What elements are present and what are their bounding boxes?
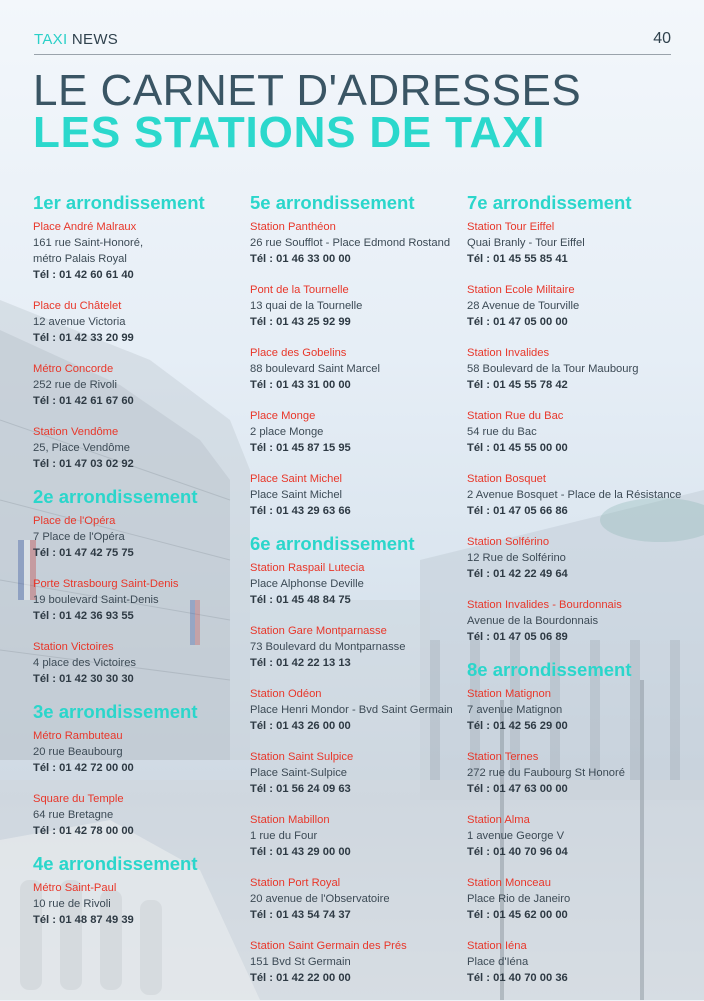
section-title: 6e arrondissement	[250, 533, 415, 554]
station-name: Station Monceau	[467, 877, 551, 889]
station-address: 161 rue Saint-Honoré,	[33, 237, 144, 249]
station-phone: Tél : 01 47 05 66 86	[467, 505, 568, 517]
station-name: Pont de la Tournelle	[250, 284, 349, 296]
station-name: Place Monge	[250, 410, 316, 422]
station-address: Place Saint Michel	[250, 489, 343, 501]
station-name: Station Tour Eiffel	[467, 221, 555, 233]
brand-logo	[34, 31, 118, 48]
station-phone: Tél : 01 45 87 15 95	[250, 442, 351, 454]
station-address: 58 Boulevard de la Tour Maubourg	[467, 363, 639, 375]
station-address: 26 rue Soufflot - Place Edmond Rostand	[250, 237, 451, 249]
station-name: Station Vendôme	[33, 426, 119, 438]
station-phone: Tél : 01 42 61 67 60	[33, 395, 134, 407]
station-name: Station Rue du Bac	[467, 410, 564, 422]
section-title: 5e arrondissement	[250, 192, 415, 213]
station-phone: Tél : 01 42 22 00 00	[250, 972, 351, 984]
station-address: 28 Avenue de Tourville	[467, 300, 580, 312]
station-address: 10 rue de Rivoli	[33, 898, 111, 910]
station-phone: Tél : 01 43 54 74 37	[250, 909, 351, 921]
station-name: Station Iéna	[467, 940, 527, 952]
station-entry	[467, 812, 697, 861]
station-entry	[250, 623, 465, 672]
station-entry	[250, 345, 465, 394]
station-address: 7 Place de l'Opéra	[33, 531, 125, 543]
station-phone: Tél : 01 45 55 00 00	[467, 442, 568, 454]
station-phone: Tél : 01 45 62 00 00	[467, 909, 568, 921]
station-name: Métro Saint-Paul	[33, 882, 117, 894]
station-phone: Tél : 01 45 55 85 41	[467, 253, 568, 265]
station-entry	[33, 298, 248, 347]
station-name: Station Saint Germain des Prés	[250, 940, 407, 952]
station-entry	[250, 875, 465, 924]
station-entry	[250, 219, 465, 268]
station-entry	[467, 875, 697, 924]
station-phone: Tél : 01 47 03 02 92	[33, 458, 134, 470]
page-subtitle: LES STATIONS DE TAXI	[33, 108, 546, 157]
station-entry	[33, 728, 248, 777]
section-title: 7e arrondissement	[467, 192, 632, 213]
station-address: 19 boulevard Saint-Denis	[33, 594, 159, 606]
station-name: Station Gare Montparnasse	[250, 625, 387, 637]
station-phone: Tél : 01 45 55 78 42	[467, 379, 568, 391]
station-phone: Tél : 01 47 63 00 00	[467, 783, 568, 795]
station-address: Place Rio de Janeiro	[467, 893, 571, 905]
station-phone: Tél : 01 42 78 00 00	[33, 825, 134, 837]
page-header	[34, 30, 671, 55]
station-address: métro Palais Royal	[33, 253, 127, 265]
station-phone: Tél : 01 47 42 75 75	[33, 547, 134, 559]
station-entry	[33, 576, 248, 625]
station-phone: Tél : 01 42 22 13 13	[250, 657, 351, 669]
station-phone: Tél : 01 47 05 06 89	[467, 631, 568, 643]
station-name: Station Panthéon	[250, 221, 336, 233]
station-entry	[250, 812, 465, 861]
station-phone: Tél : 01 43 26 00 00	[250, 720, 351, 732]
station-address: 252 rue de Rivoli	[33, 379, 117, 391]
brand-news: NEWS	[71, 31, 119, 48]
station-address: 73 Boulevard du Montparnasse	[250, 641, 406, 653]
station-address: 1 rue du Four	[250, 830, 318, 842]
station-phone: Tél : 01 42 33 20 99	[33, 332, 134, 344]
station-entry	[33, 639, 248, 688]
station-name: Station Matignon	[467, 688, 551, 700]
station-name: Place du Châtelet	[33, 300, 122, 312]
station-address: Quai Branly - Tour Eiffel	[467, 237, 585, 249]
station-address: 12 avenue Victoria	[33, 316, 126, 328]
column-3	[467, 193, 697, 1001]
brand-taxi: TAXI	[34, 31, 68, 48]
station-entry	[467, 408, 697, 457]
station-address: 4 place des Victoires	[33, 657, 137, 669]
station-name: Station Invalides - Bourdonnais	[467, 599, 622, 611]
station-name: Métro Rambuteau	[33, 730, 123, 742]
station-name: Place des Gobelins	[250, 347, 347, 359]
section-title: 4e arrondissement	[33, 853, 198, 874]
station-entry	[250, 408, 465, 457]
station-phone: Tél : 01 42 36 93 55	[33, 610, 134, 622]
station-phone: Tél : 01 40 70 00 36	[467, 972, 568, 984]
column-1	[33, 193, 248, 943]
station-entry	[250, 749, 465, 798]
station-name: Place André Malraux	[33, 221, 137, 233]
station-name: Station Victoires	[33, 641, 114, 653]
station-phone: Tél : 01 45 48 84 75	[250, 594, 351, 606]
station-entry	[33, 361, 248, 410]
station-address: 12 Rue de Solférino	[467, 552, 566, 564]
column-2	[250, 193, 465, 1001]
station-name: Station Port Royal	[250, 877, 341, 889]
station-entry	[250, 471, 465, 520]
station-address: 20 avenue de l'Observatoire	[250, 893, 390, 905]
station-phone: Tél : 01 43 29 00 00	[250, 846, 351, 858]
station-entry	[33, 513, 248, 562]
page-number: 40	[653, 30, 671, 47]
section-title: 1er arrondissement	[33, 192, 205, 213]
station-name: Place Saint Michel	[250, 473, 343, 485]
station-phone: Tél : 01 40 70 96 04	[467, 846, 568, 858]
station-phone: Tél : 01 56 24 09 63	[250, 783, 351, 795]
station-address: 7 avenue Matignon	[467, 704, 563, 716]
station-name: Station Saint Sulpice	[250, 751, 354, 763]
station-address: 1 avenue George V	[467, 830, 565, 842]
station-address: Place Henri Mondor - Bvd Saint Germain	[250, 704, 453, 716]
station-phone: Tél : 01 42 22 49 64	[467, 568, 568, 580]
station-phone: Tél : 01 43 29 63 66	[250, 505, 351, 517]
station-name: Métro Concorde	[33, 363, 114, 375]
station-phone: Tél : 01 43 25 92 99	[250, 316, 351, 328]
station-name: Station Ecole Militaire	[467, 284, 575, 296]
station-address: 272 rue du Faubourg St Honoré	[467, 767, 625, 779]
station-address: 25, Place Vendôme	[33, 442, 131, 454]
station-phone: Tél : 01 42 72 00 00	[33, 762, 134, 774]
station-entry	[250, 686, 465, 735]
section-title: 8e arrondissement	[467, 659, 632, 680]
station-entry	[467, 534, 697, 583]
station-address: 54 rue du Bac	[467, 426, 537, 438]
station-entry	[33, 219, 248, 284]
station-entry	[467, 749, 697, 798]
station-phone: Tél : 01 47 05 00 00	[467, 316, 568, 328]
station-name: Station Alma	[467, 814, 530, 826]
station-phone: Tél : 01 42 30 30 30	[33, 673, 134, 685]
station-phone: Tél : 01 43 31 00 00	[250, 379, 351, 391]
station-name: Station Solférino	[467, 536, 550, 548]
station-name: Place de l'Opéra	[33, 515, 116, 527]
station-name: Station Raspail Lutecia	[250, 562, 365, 574]
station-address: Place d'Iéna	[467, 956, 529, 968]
station-entry	[467, 282, 697, 331]
station-name: Porte Strasbourg Saint-Denis	[33, 578, 179, 590]
station-name: Station Invalides	[467, 347, 550, 359]
station-address: Place Saint-Sulpice	[250, 767, 348, 779]
section-title: 3e arrondissement	[33, 701, 198, 722]
station-address: 88 boulevard Saint Marcel	[250, 363, 380, 375]
station-address: Place Alphonse Deville	[250, 578, 364, 590]
station-entry	[33, 424, 248, 473]
station-address: 2 Avenue Bosquet - Place de la Résistance	[467, 489, 682, 501]
station-phone: Tél : 01 48 87 49 39	[33, 914, 134, 926]
station-entry	[467, 938, 697, 987]
station-name: Station Odéon	[250, 688, 322, 700]
station-address: 13 quai de la Tournelle	[250, 300, 363, 312]
station-entry	[467, 345, 697, 394]
page-title: LE CARNET D'ADRESSES	[33, 66, 582, 115]
station-address: 151 Bvd St Germain	[250, 956, 351, 968]
station-entry	[467, 219, 697, 268]
station-phone: Tél : 01 42 60 61 40	[33, 269, 134, 281]
station-address: Avenue de la Bourdonnais	[467, 615, 599, 627]
section-title: 2e arrondissement	[33, 486, 198, 507]
station-name: Station Ternes	[467, 751, 539, 763]
station-entry	[250, 282, 465, 331]
station-entry	[467, 686, 697, 735]
station-entry	[250, 938, 465, 987]
station-address: 2 place Monge	[250, 426, 324, 438]
station-entry	[250, 560, 465, 609]
station-name: Station Mabillon	[250, 814, 330, 826]
station-address: 20 rue Beaubourg	[33, 746, 123, 758]
station-entry	[467, 597, 697, 646]
station-name: Square du Temple	[33, 793, 124, 805]
station-name: Station Bosquet	[467, 473, 546, 485]
station-entry	[33, 880, 248, 929]
station-entry	[467, 471, 697, 520]
station-address: 64 rue Bretagne	[33, 809, 114, 821]
station-phone: Tél : 01 46 33 00 00	[250, 253, 351, 265]
station-entry	[33, 791, 248, 840]
station-phone: Tél : 01 42 56 29 00	[467, 720, 568, 732]
